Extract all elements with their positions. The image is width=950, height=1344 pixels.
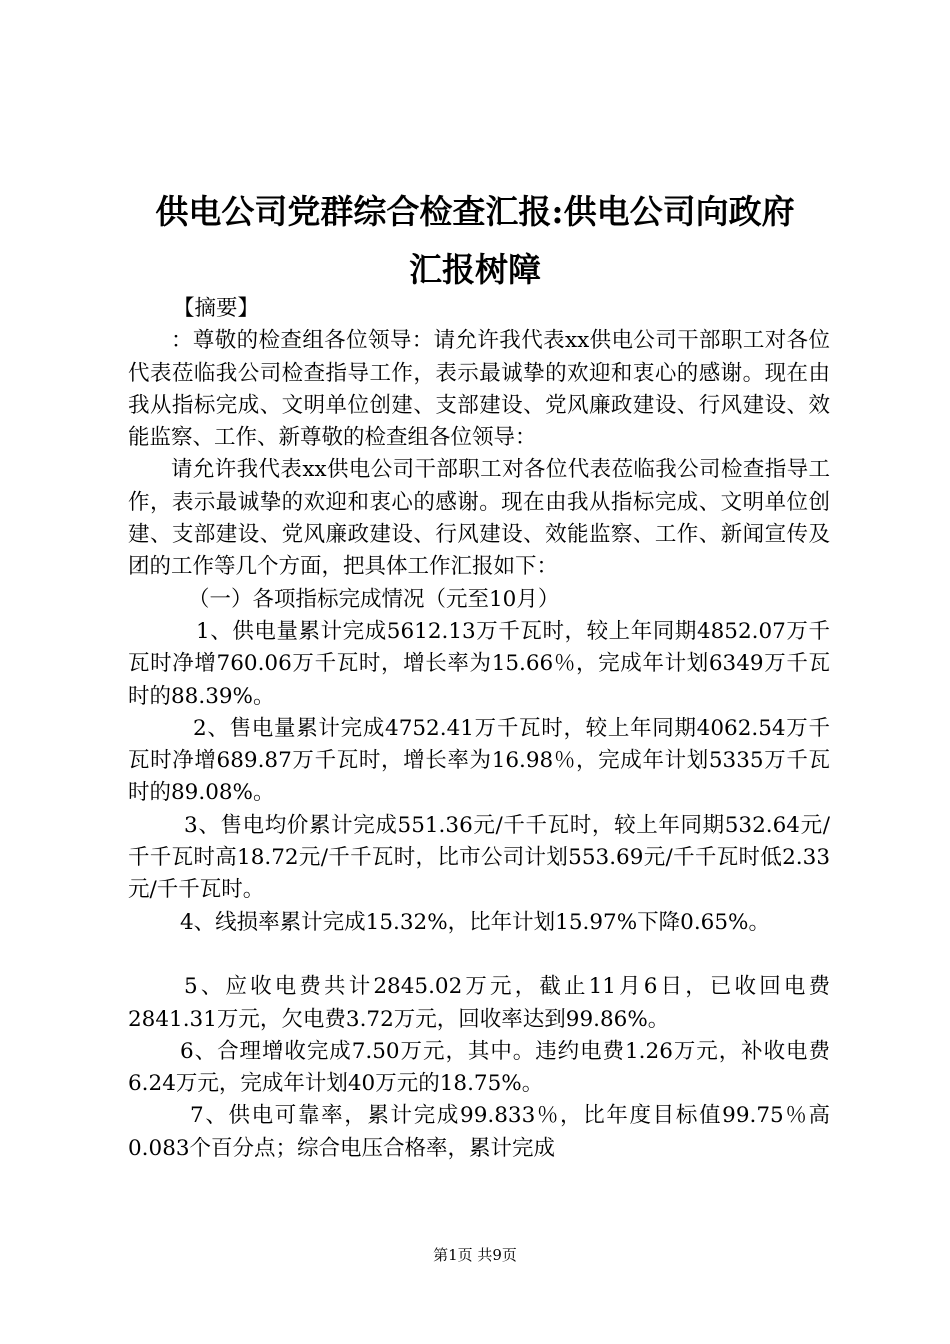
list-item: 4、线损率累计完成15.32%，比年计划15.97%下降0.65%。 [180, 909, 770, 935]
abstract-paragraph: ：尊敬的检查组各位领导：请允许我代表xx供电公司干部职工对各位代表莅临我公司检查指导工作，表示最诚挚的欢迎和衷心的感谢。现在由我从指标完成、文明单位创建、支部建设、党风廉政建设、行风建设、效能监察、工作、新尊敬的检查组各位领导： [128, 328, 830, 451]
document-title-line-1: 供电公司党群综合检查汇报:供电公司向政府 [155, 192, 795, 231]
section-heading: （一）各项指标完成情况（元至10月） [188, 586, 560, 612]
document-title-line-2: 汇报树障 [409, 250, 541, 289]
list-item: 5、应收电费共计2845.02万元，截止11月6日，已收回电费2841.31万元，欠电费3.72万元，回收率达到99.86%。 [128, 974, 830, 1032]
abstract-label: 【摘要】 [173, 296, 260, 321]
list-item: 1、供电量累计完成5612.13万千瓦时，较上年同期4852.07万千瓦时净增760.06万千瓦时，增长率为15.66％，完成年计划6349万千瓦时的88.39%。 [128, 618, 830, 709]
intro-paragraph: 请允许我代表xx供电公司干部职工对各位代表莅临我公司检查指导工作，表示最诚挚的欢迎和衷心的感谢。现在由我从指标完成、文明单位创建、支部建设、党风廉政建设、行风建设、效能监察、工作、新闻宣传及团的工作等几个方面，把具体工作汇报如下： [128, 457, 830, 580]
page-footer: 第1页 共9页 [433, 1246, 517, 1264]
document-body [128, 293, 830, 1165]
blank-line [128, 939, 830, 971]
list-item: 7、供电可靠率，累计完成99.833％，比年度目标值99.75％高0.083个百分点；综合电压合格率，累计完成 [128, 1103, 830, 1161]
list-item: 6、合理增收完成7.50万元，其中。违约电费1.26万元，补收电费6.24万元，完成年计划40万元的18.75%。 [128, 1038, 830, 1097]
list-item: 2、售电量累计完成4752.41万千瓦时，较上年同期4062.54万千瓦时净增689.87万千瓦时，增长率为16.98％，完成年计划5335万千瓦时的89.08%。 [128, 715, 830, 806]
list-item: 3、售电均价累计完成551.36元/千千瓦时，较上年同期532.64元/千千瓦时高18.72元/千千瓦时，比市公司计划553.69元/千千瓦时低2.33元/千千瓦时。 [128, 812, 830, 903]
